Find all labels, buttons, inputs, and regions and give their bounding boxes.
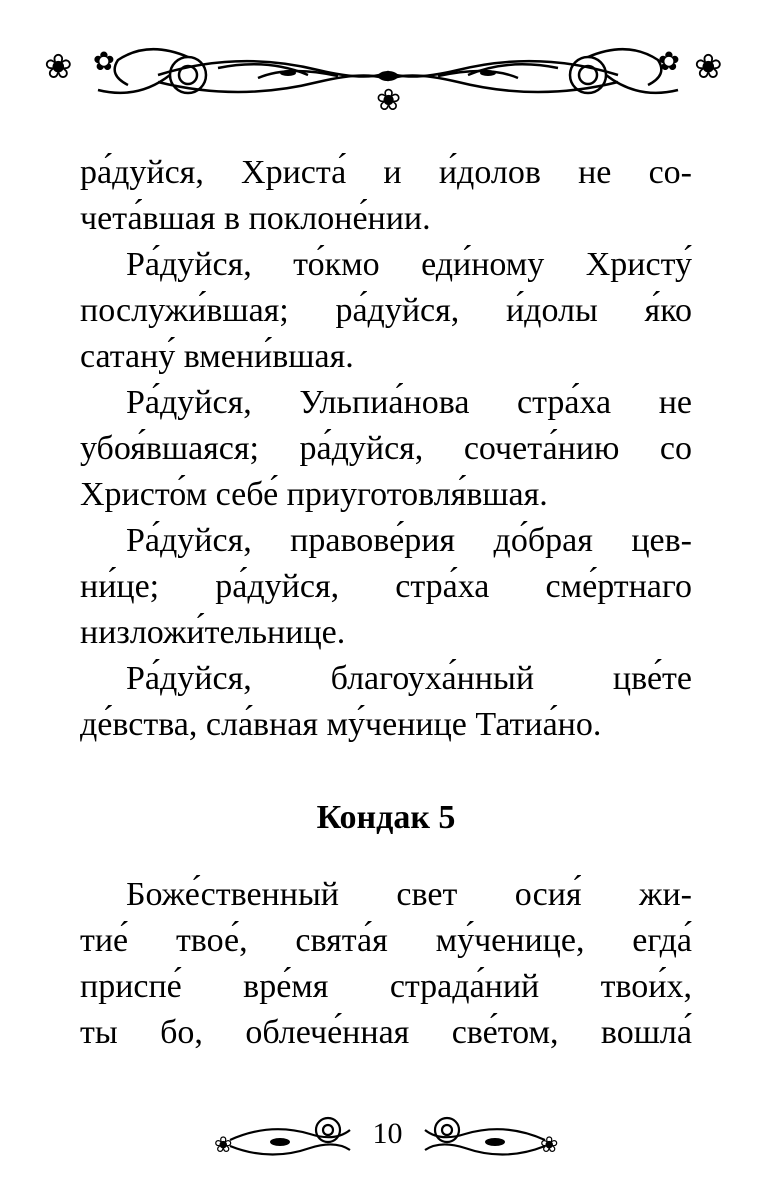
text-line: низложи́тельнице. (80, 614, 346, 651)
top-ornament-icon (38, 30, 738, 115)
svg-text:❀: ❀ (540, 1133, 559, 1158)
text-line: послужи́вшая; ра́дуйся, и́долы я́ко (80, 292, 692, 329)
svg-text:✿: ✿ (658, 47, 680, 77)
text-line: чета́вшая в поклоне́нии. (80, 200, 431, 237)
svg-text:❀: ❀ (44, 47, 73, 87)
kontakion-text (80, 872, 692, 1056)
svg-text:❀: ❀ (376, 83, 402, 115)
akathist-text (80, 150, 692, 748)
page-footer (210, 1100, 565, 1170)
text-line: ты бо, облече́нная све́том, вошла́ (80, 1014, 692, 1051)
text-line: Ра́дуйся, Ульпиа́нова стра́ха не (126, 384, 692, 421)
text-line: приспе́ вре́мя страда́ний твои́х, (80, 968, 692, 1005)
text-line: ни́це; ра́дуйся, стра́ха сме́ртнаго (80, 568, 692, 605)
text-line: ра́дуйся, Христа́ и и́долов не со- (80, 154, 692, 191)
text-line: тие́ твое́, свята́я му́ченице, егда́ (80, 922, 692, 959)
text-line: Ра́дуйся, благоуха́нный цве́те (126, 660, 692, 697)
text-line: сатану́ вмени́вшая. (80, 338, 354, 375)
text-line: Христо́м себе́ приуготовля́вшая. (80, 476, 548, 513)
text-line: Боже́ственный свет осия́ жи- (126, 876, 692, 913)
text-line: Ра́дуйся, правове́рия до́брая цев- (126, 522, 692, 559)
text-line: Ра́дуйся, то́кмо еди́ному Христу́ (126, 246, 692, 283)
section-heading: Кондак 5 (316, 799, 456, 836)
page-number: 10 (372, 1117, 403, 1150)
text-line: убоя́вшаяся; ра́дуйся, сочета́нию со (80, 430, 692, 467)
svg-text:❀: ❀ (694, 47, 723, 87)
text-line: де́вства, сла́вная му́ченице Татиа́но. (80, 706, 602, 743)
svg-text:❀: ❀ (214, 1133, 233, 1158)
svg-text:✿: ✿ (93, 47, 115, 77)
